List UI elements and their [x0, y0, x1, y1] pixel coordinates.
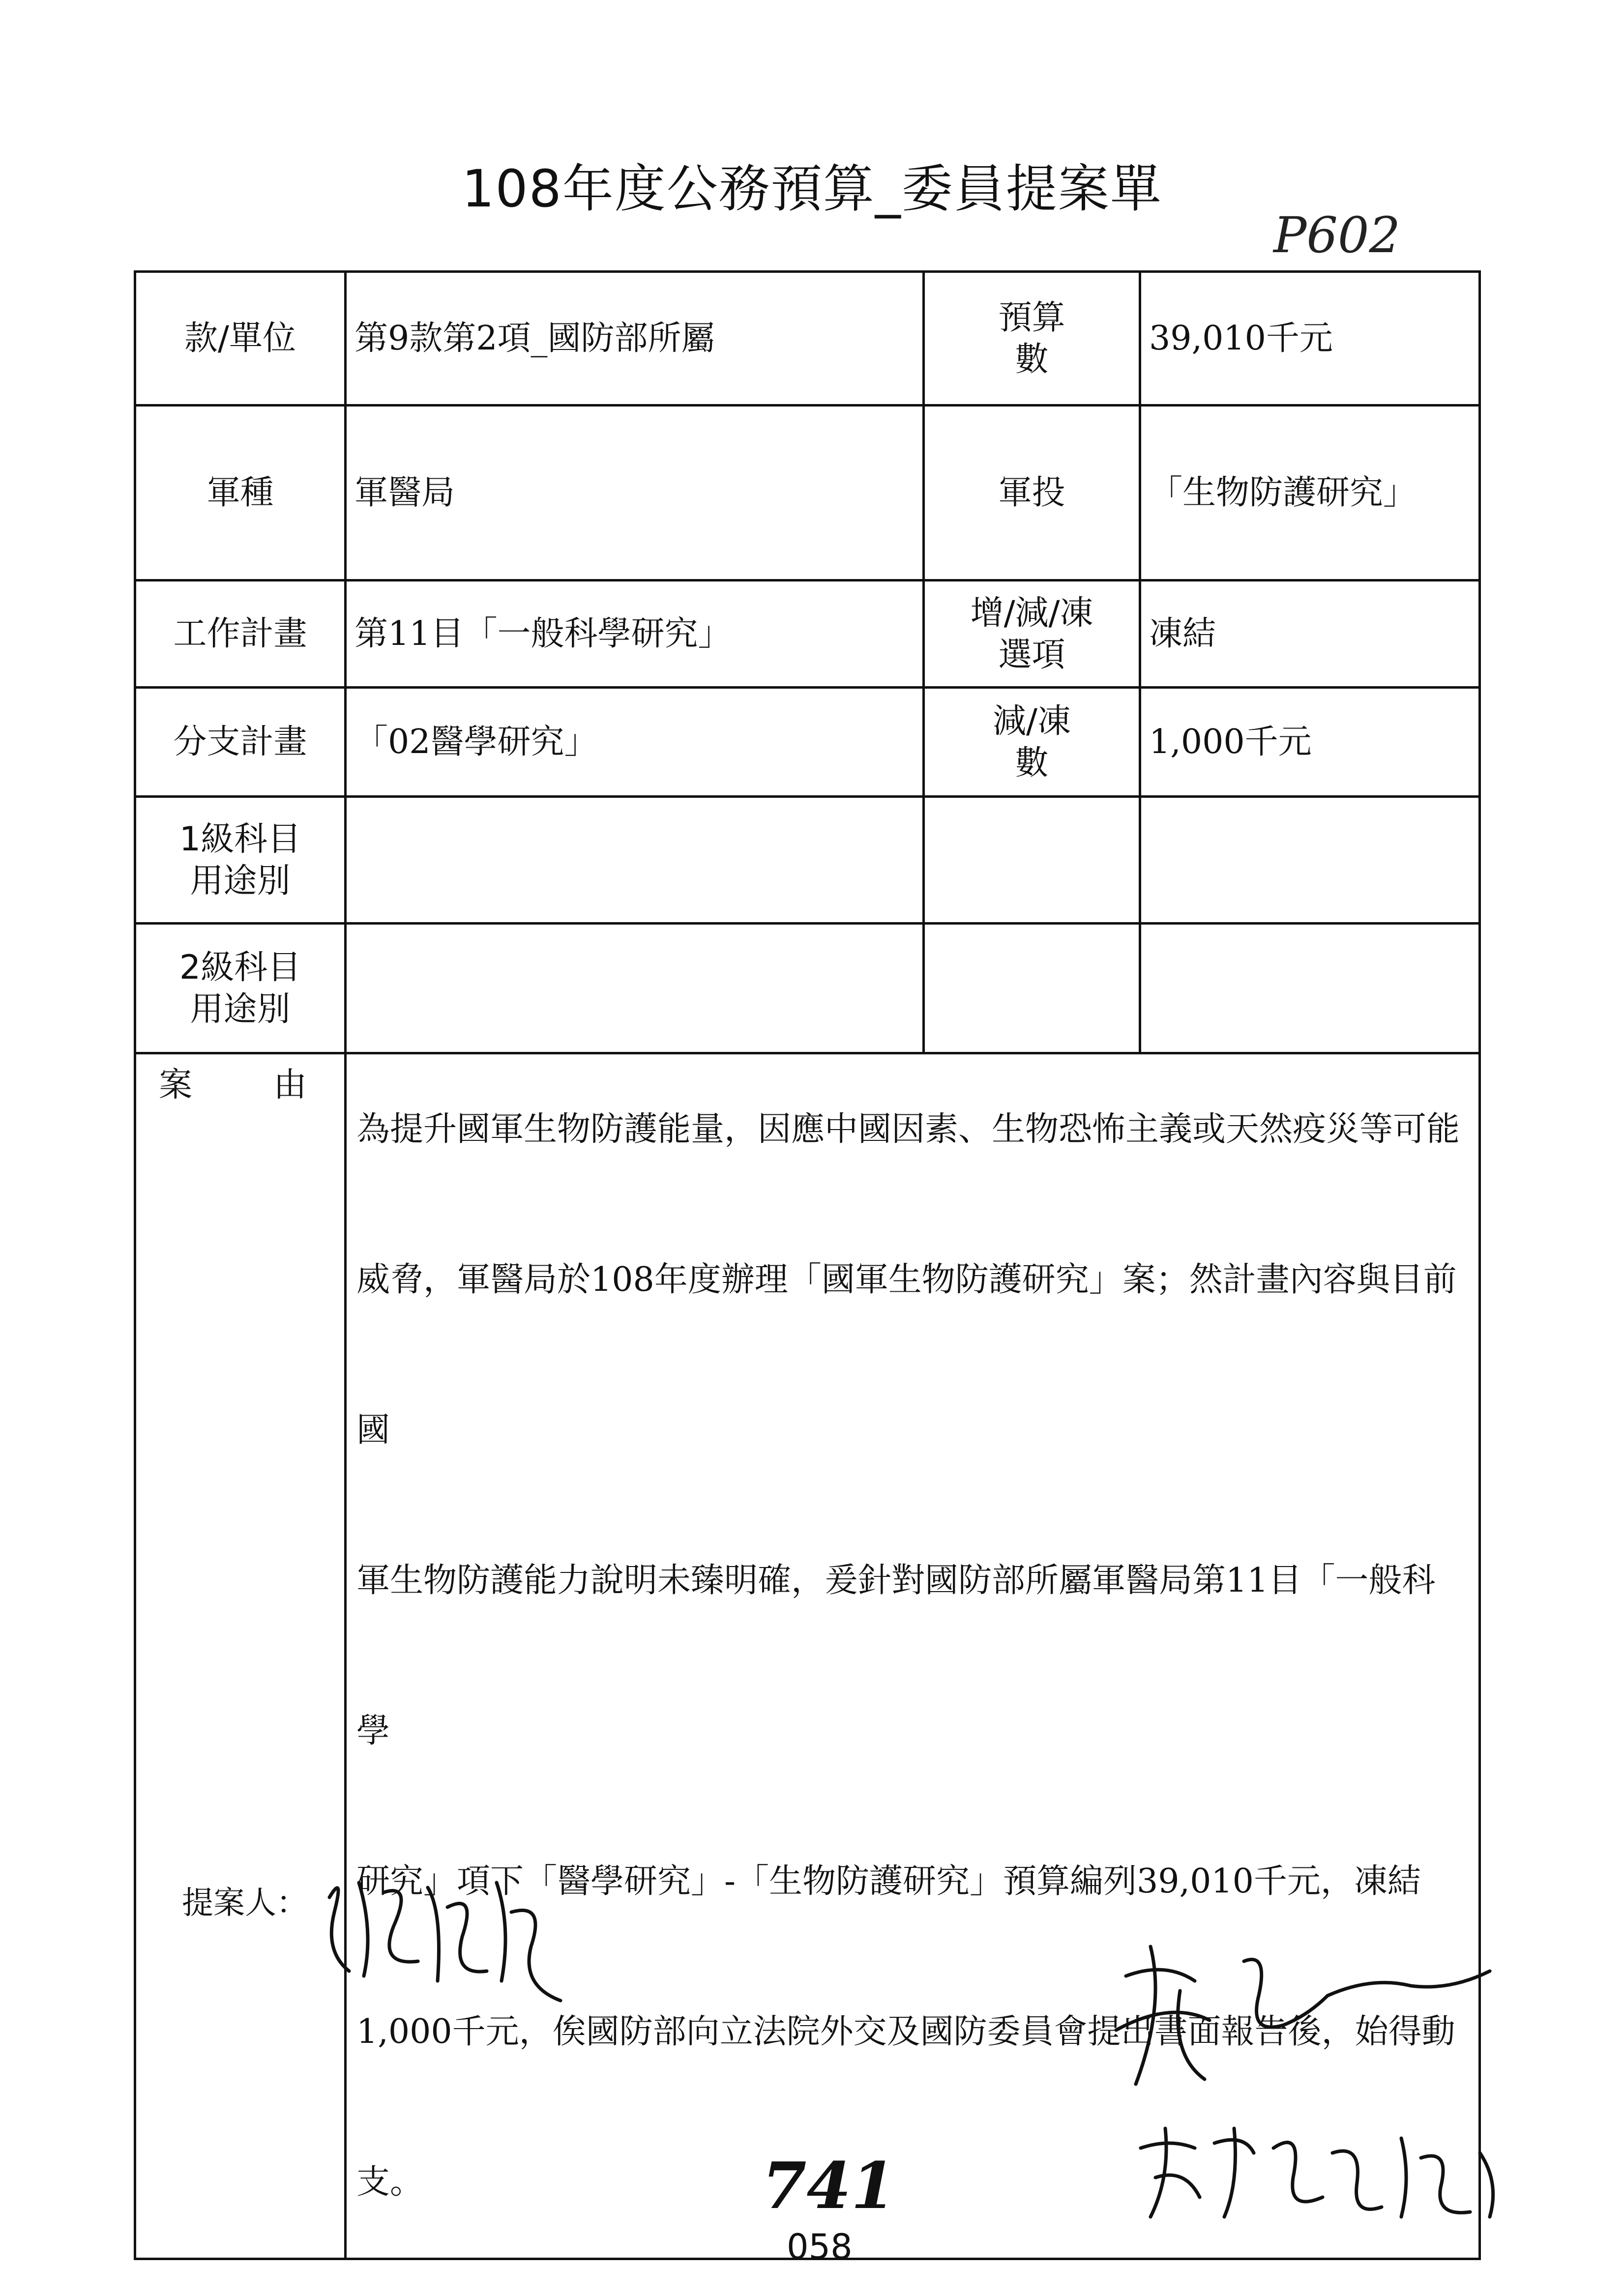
reason-label-right: 由 [273, 1066, 307, 1104]
row-unit [135, 272, 1480, 406]
label-service: 軍種 [135, 406, 346, 581]
cell-level2-empty-a [924, 924, 1140, 1053]
value-freeze-amount: 1,000千元 [1140, 688, 1480, 797]
label-level2-subject: 2級科目 用途別 [135, 924, 346, 1053]
label-level1-subject: 1級科目 用途別 [135, 797, 346, 924]
value-work-plan: 第11目「一般科學研究」 [346, 581, 924, 688]
cell-level1-empty-b [1140, 797, 1480, 924]
reason-line: 研究」項下「醫學研究」-「生物防護研究」預算編列39,010千元，凍結 [356, 1862, 1421, 1901]
reason-line: 軍生物防護能力說明未臻明確，爰針對國防部所屬軍醫局第11目「一般科學 [356, 1561, 1436, 1750]
page-title: 108年度公務預算_委員提案單 [462, 159, 1162, 219]
label-budget-amount: 預算 數 [924, 272, 1140, 406]
row-work-plan [135, 581, 1480, 688]
value-budget-amount: 39,010千元 [1140, 272, 1480, 406]
value-level2-subject [346, 924, 924, 1053]
reason-line: 為提升國軍生物防護能量，因應中國因素、生物恐怖主義或天然疫災等可能 [356, 1110, 1460, 1149]
label-reason [135, 1053, 346, 2259]
value-investment: 「生物防護研究」 [1140, 406, 1480, 581]
cell-level2-empty-b [1140, 924, 1480, 1053]
label-unit: 款/單位 [135, 272, 346, 406]
cell-level1-empty-a [924, 797, 1140, 924]
label-work-plan: 工作計畫 [135, 581, 346, 688]
label-adjust-option: 增/減/凍 選項 [924, 581, 1140, 688]
label-investment: 軍投 [924, 406, 1140, 581]
handwritten-page-ref: P602 [1273, 206, 1401, 264]
cosigner-signature-1 [1096, 1917, 1500, 2104]
value-branch-plan: 「02醫學研究」 [346, 688, 924, 797]
value-level1-subject [346, 797, 924, 924]
value-adjust-option: 凍結 [1140, 581, 1480, 688]
reason-line: 支。 [356, 2163, 424, 2202]
cosigner-signature-2 [1126, 2109, 1509, 2227]
value-service: 軍醫局 [346, 406, 924, 581]
value-unit: 第9款第2項_國防部所屬 [346, 272, 924, 406]
row-service [135, 406, 1480, 581]
proposer-label: 提案人： [182, 1885, 308, 1921]
reason-label-left: 案 [159, 1066, 193, 1104]
row-level1-subject [135, 797, 1480, 924]
label-branch-plan: 分支計畫 [135, 688, 346, 797]
row-branch-plan [135, 688, 1480, 797]
proposer-signature [315, 1853, 590, 2015]
handwritten-number: 741 [762, 2148, 896, 2223]
reason-line: 1,000千元，俟國防部向立法院外交及國防委員會提出書面報告後，始得動 [356, 2012, 1455, 2051]
page-number: 058 [787, 2227, 853, 2267]
reason-line: 威脅，軍醫局於108年度辦理「國軍生物防護研究」案；然計畫內容與目前國 [356, 1260, 1457, 1450]
label-freeze-amount: 減/凍 數 [924, 688, 1140, 797]
row-level2-subject [135, 924, 1480, 1053]
